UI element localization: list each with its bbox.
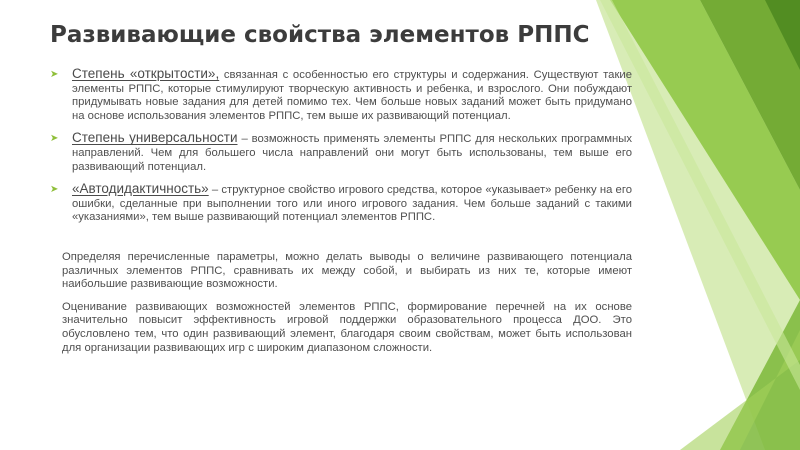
bullet-item bbox=[50, 182, 632, 225]
bullet-term: «Автодидактичность» bbox=[72, 181, 209, 197]
conclusion-paragraph: Определяя перечисленные параметры, можно делать выводы о величине развивающего потенциала различных элементов РППС, сравнивать их между собой, и выбирать из них те, которые имеют наибольшие развивающие возможности. bbox=[62, 250, 632, 291]
bullet-item bbox=[50, 67, 632, 123]
slide-content bbox=[50, 67, 632, 364]
bullet-text: связанная с особенностью его структуры и содержания. Существуют такие элементы РППС, которые стимулируют творческую активность и ребенка, и взрослого. Они побуждают придумывать новые задания для детей помимо тех. Чем больше новых заданий может быть придумано на основе использования элементов РППС, тем выше их развивающий потенциал. bbox=[72, 69, 633, 122]
arrow-bullet-icon: ➤ bbox=[50, 184, 59, 196]
bullet-term: Степень «открытости», bbox=[72, 66, 220, 81]
slide-title: Развивающие свойства элементов РППС bbox=[50, 22, 590, 48]
bullet-term: Степень универсальности bbox=[72, 130, 238, 146]
arrow-bullet-icon: ➤ bbox=[50, 133, 59, 145]
conclusion-paragraph: Оценивание развивающих возможностей элементов РППС, формирование перечней на их основе значительно повысит эффективность игровой поддержки образовательного процесса ДОО. Это обусловлено тем, что один развивающий элемент, благодаря своим свойствам, может быть использован для организации развивающих игр с широким диапазоном сложности. bbox=[62, 300, 632, 354]
arrow-bullet-icon: ➤ bbox=[50, 69, 59, 80]
bullet-text: – структурное свойство игрового средства, которое «указывает» ребенку на его ошибки, сделанные при выполнении того или иного игрового задания. Чем больше заданий с такими «указаниями», тем выше развивающий потенциал элементов РППС. bbox=[72, 184, 632, 224]
bullet-item bbox=[50, 131, 632, 174]
bullet-text: – возможность применять элементы РППС для нескольких программных направлений. Чем для большего числа направлений они могут быть использованы, тем выше его развивающий потенциал. bbox=[72, 133, 632, 173]
